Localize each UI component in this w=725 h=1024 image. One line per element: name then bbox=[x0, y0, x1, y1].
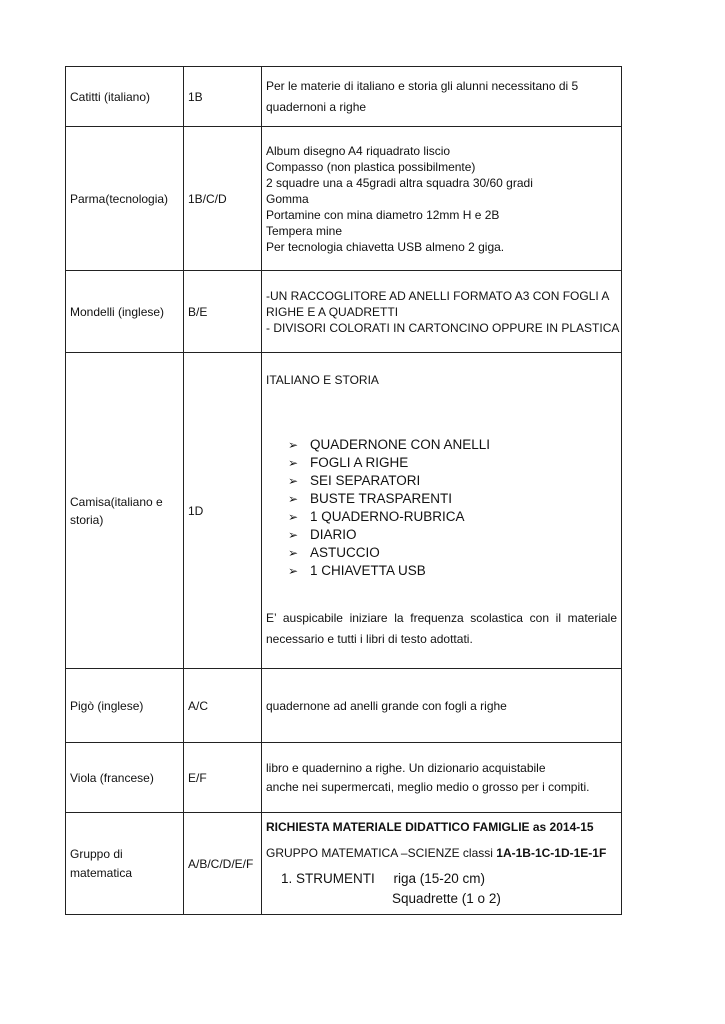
materials-cell bbox=[262, 127, 622, 271]
table-row bbox=[66, 127, 622, 271]
materials-line: quadernoni a righe bbox=[266, 99, 367, 114]
classes-cell: A/C bbox=[184, 669, 262, 743]
group-classes: 1A-1B-1C-1D-1E-1F bbox=[496, 845, 607, 860]
table-row bbox=[66, 669, 622, 743]
materials-list bbox=[266, 436, 617, 580]
table-row bbox=[66, 813, 622, 915]
materials-line: anche nei supermercati, meglio medio o grosso per i compiti. bbox=[266, 779, 590, 794]
tool-item: Squadrette (1 o 2) bbox=[392, 890, 501, 906]
materials-line: Compasso (non plastica possibilmente) bbox=[266, 159, 476, 174]
list-item: ➢ 1 QUADERNO-RUBRICA bbox=[288, 508, 465, 524]
table-row bbox=[66, 743, 622, 813]
list-item: ➢ BUSTE TRASPARENTI bbox=[288, 490, 453, 506]
materials-line: 2 squadre una a 45gradi altra squadra 30/60 gradi bbox=[266, 175, 533, 190]
materials-line: - DIVISORI COLORATI IN CARTONCINO OPPURE IN PLASTICA bbox=[266, 320, 620, 335]
teacher-cell: Catitti (italiano) bbox=[66, 67, 184, 127]
arrow-bullet-icon: ➢ bbox=[288, 563, 299, 578]
materials-table bbox=[65, 66, 622, 915]
request-title: RICHIESTA MATERIALE DIDATTICO FAMIGLIE as 2014-15 bbox=[266, 819, 594, 834]
classes-cell: 1B bbox=[184, 67, 262, 127]
classes-cell: 1D bbox=[184, 353, 262, 669]
list-item: ➢ FOGLI A RIGHE bbox=[288, 454, 409, 470]
materials-line: Gomma bbox=[266, 191, 309, 206]
materials-cell bbox=[262, 67, 622, 127]
teacher-cell: Viola (francese) bbox=[66, 743, 184, 813]
list-item: ➢ SEI SEPARATORI bbox=[288, 472, 421, 488]
classes-cell: B/E bbox=[184, 271, 262, 353]
classes-cell: A/B/C/D/E/F bbox=[184, 813, 262, 915]
arrow-bullet-icon: ➢ bbox=[288, 491, 299, 506]
materials-line: Portamine con mina diametro 12mm H e 2B bbox=[266, 207, 500, 222]
materials-cell: quadernone ad anelli grande con fogli a righe bbox=[262, 669, 622, 743]
list-item: ➢ ASTUCCIO bbox=[288, 544, 380, 560]
materials-line: Album disegno A4 riquadrato liscio bbox=[266, 143, 451, 158]
classes-cell: 1B/C/D bbox=[184, 127, 262, 271]
materials-cell bbox=[262, 743, 622, 813]
materials-line: Per tecnologia chiavetta USB almeno 2 giga. bbox=[266, 239, 505, 254]
materials-line: RIGHE E A QUADRETTI bbox=[266, 304, 399, 319]
teacher-cell: Mondelli (inglese) bbox=[66, 271, 184, 353]
table-row bbox=[66, 271, 622, 353]
tools-list bbox=[266, 869, 617, 889]
teacher-cell: Parma(tecnologia) bbox=[66, 127, 184, 271]
list-item: 1. STRUMENTI riga (15-20 cm) bbox=[296, 869, 617, 889]
materials-line: libro e quadernino a righe. Un dizionario acquistabile bbox=[266, 760, 546, 775]
arrow-bullet-icon: ➢ bbox=[288, 473, 299, 488]
tool-item: riga (15-20 cm) bbox=[393, 870, 486, 886]
teacher-cell bbox=[66, 353, 184, 669]
arrow-bullet-icon: ➢ bbox=[288, 527, 299, 542]
arrow-bullet-icon: ➢ bbox=[288, 455, 299, 470]
group-line: GRUPPO MATEMATICA –SCIENZE classi 1A-1B-1C-1D-1E-1F bbox=[266, 845, 607, 860]
materials-line: Per le materie di italiano e storia gli alunni necessitano di 5 bbox=[266, 78, 579, 93]
list-item: ➢ DIARIO bbox=[288, 526, 357, 542]
teacher-line: matematica bbox=[70, 865, 133, 880]
teacher-cell: Pigò (inglese) bbox=[66, 669, 184, 743]
arrow-bullet-icon: ➢ bbox=[288, 437, 299, 452]
materials-cell bbox=[262, 271, 622, 353]
materials-line: Tempera mine bbox=[266, 223, 343, 238]
note-paragraph: E’ auspicabile iniziare la frequenza scolastica con il materiale necessario e tutti i libri di testo adottati. bbox=[266, 610, 617, 646]
list-item: ➢ 1 CHIAVETTA USB bbox=[288, 562, 426, 578]
teacher-line: storia) bbox=[70, 512, 104, 527]
materials-line: -UN RACCOGLITORE AD ANELLI FORMATO A3 CON FOGLI A bbox=[266, 288, 610, 303]
materials-cell bbox=[262, 353, 622, 669]
section-heading: ITALIANO E STORIA bbox=[266, 372, 379, 387]
materials-cell bbox=[262, 813, 622, 915]
teacher-cell bbox=[66, 813, 184, 915]
teacher-line: Camisa(italiano e bbox=[70, 494, 163, 509]
arrow-bullet-icon: ➢ bbox=[288, 509, 299, 524]
list-item: ➢ QUADERNONE CON ANELLI bbox=[288, 436, 491, 452]
arrow-bullet-icon: ➢ bbox=[288, 545, 299, 560]
table-row bbox=[66, 67, 622, 127]
table-row bbox=[66, 353, 622, 669]
teacher-line: Gruppo di bbox=[70, 846, 123, 861]
classes-cell: E/F bbox=[184, 743, 262, 813]
